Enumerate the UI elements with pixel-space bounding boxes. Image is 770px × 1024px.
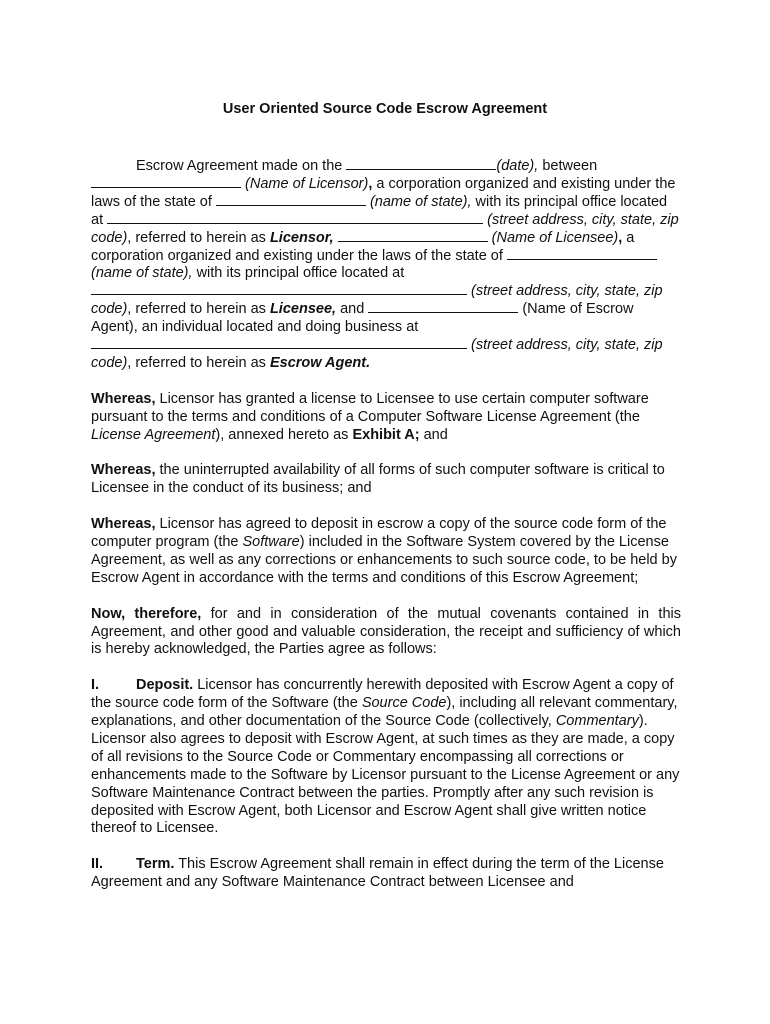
text: ) included in the Software System covered by the License Agreement, as well as any corrections or enhancements to such source code, to be held by Escrow Agent in accordance with the terms and conditions of this Escrow Agreement; (91, 533, 677, 586)
text: the uninterrupted availability of all forms of such computer software is critical to Licensee in the conduct of its business; and (91, 462, 665, 497)
text: Licensor has agreed to deposit in escrow a copy of the source code form of the computer program (the (91, 516, 667, 550)
text: Whereas, (91, 516, 156, 533)
address-blank-3 (91, 347, 467, 349)
placeholder-state: (name of state), (369, 193, 472, 210)
text: Now, therefore, (91, 605, 202, 622)
section-heading: Deposit. (136, 677, 194, 694)
intro-paragraph (91, 158, 681, 373)
placeholder-address-2: (street address, city, state, zip code) (91, 283, 663, 318)
state-blank-2 (507, 258, 657, 260)
state-blank (216, 204, 366, 206)
placeholder-date: (date), (496, 158, 539, 174)
text (334, 230, 338, 246)
licensor-name-blank (91, 186, 241, 188)
placeholder-address: (street address, city, state, zip code) (91, 211, 679, 246)
date-blank (346, 168, 496, 170)
text: , (368, 175, 373, 192)
text: , referred to herein as (127, 354, 270, 371)
text: , referred to herein as (127, 301, 270, 318)
text: and (336, 301, 369, 318)
text: This Escrow Agreement shall remain in effect during the term of the License Agreement and any Software Maintenance Contract between Licensee and (91, 856, 664, 891)
licensee-name-blank (338, 240, 488, 242)
escrow-agent-name-blank (368, 311, 518, 313)
text: with its principal office located at (192, 265, 405, 282)
address-blank (107, 222, 483, 224)
licensor-term: Licensor, (269, 229, 334, 246)
text: Software (242, 533, 300, 550)
text: (Name of Escrow Agent), an individual located and doing business at (91, 301, 634, 336)
text: Escrow Agreement made on the (136, 158, 347, 174)
whereas-paragraph-1 (91, 391, 681, 445)
text: , (618, 229, 623, 246)
section-number: I. (91, 677, 100, 694)
text: Source Code (361, 695, 447, 712)
text: Licensor has concurrently herewith deposited with Escrow Agent a copy of the source code form of the Software (the (91, 677, 674, 712)
placeholder-licensee: (Name of Licensee) (487, 229, 619, 246)
text: and (419, 426, 448, 443)
text: , referred to herein as (127, 229, 270, 246)
licensee-term: Licensee, (269, 301, 337, 318)
text: ), annexed hereto as (215, 426, 353, 443)
text: with its principal office located at (91, 193, 668, 228)
escrow-agent-term: Escrow Agent. (269, 354, 371, 371)
now-therefore-paragraph (91, 606, 681, 660)
address-blank-2 (91, 293, 467, 295)
text: ), including all relevant commentary, explanations, and other documentation of the Source Code (collectively, (91, 695, 678, 730)
placeholder-state-2: (name of state), (91, 265, 193, 282)
section-term (91, 856, 681, 892)
text: ). Licensor also agrees to deposit with Escrow Agent, at such times as they are made, a copy of all revisions to the Source Code or Commentary encompassing all corrections or enhancements made to the Software by Licensor pursuant to the License Agreement or any Software Maintenance Contract between the parties. Promptly after any such revision is deposited with Escrow Agent, both Licensor and Escrow Agent shall give written notice thereof to Licensee. (91, 713, 680, 837)
whereas-paragraph-3 (91, 516, 681, 588)
text: between (538, 158, 598, 174)
text: for and in consideration of the mutual covenants contained in this Agreement, and other good and valuable consideration, the receipt and sufficiency of which is hereby acknowledged, the Parties agree as follows: (91, 605, 681, 658)
document-title: User Oriented Source Code Escrow Agreement (222, 101, 548, 117)
text: a corporation organized and existing under the laws of the state of (91, 175, 676, 210)
section-heading: Term. (136, 856, 175, 873)
text: a corporation organized and existing under the laws of the state of (91, 229, 635, 264)
text: Whereas, (91, 462, 156, 479)
placeholder-licensor: (Name of Licensor) (245, 175, 369, 192)
text: Exhibit A; (352, 426, 420, 443)
text: License Agreement (91, 426, 216, 443)
section-number: II. (91, 856, 104, 873)
section-deposit (91, 677, 681, 838)
text: Commentary (555, 713, 639, 730)
placeholder-address-3: (street address, city, state, zip code) (91, 337, 663, 371)
document-body (91, 158, 681, 910)
text: Licensor has granted a license to Licensee to use certain computer software pursuant to the terms and conditions of a Computer Software License Agreement (the (91, 390, 649, 425)
whereas-paragraph-2 (91, 462, 681, 498)
text: Whereas, (91, 390, 156, 407)
